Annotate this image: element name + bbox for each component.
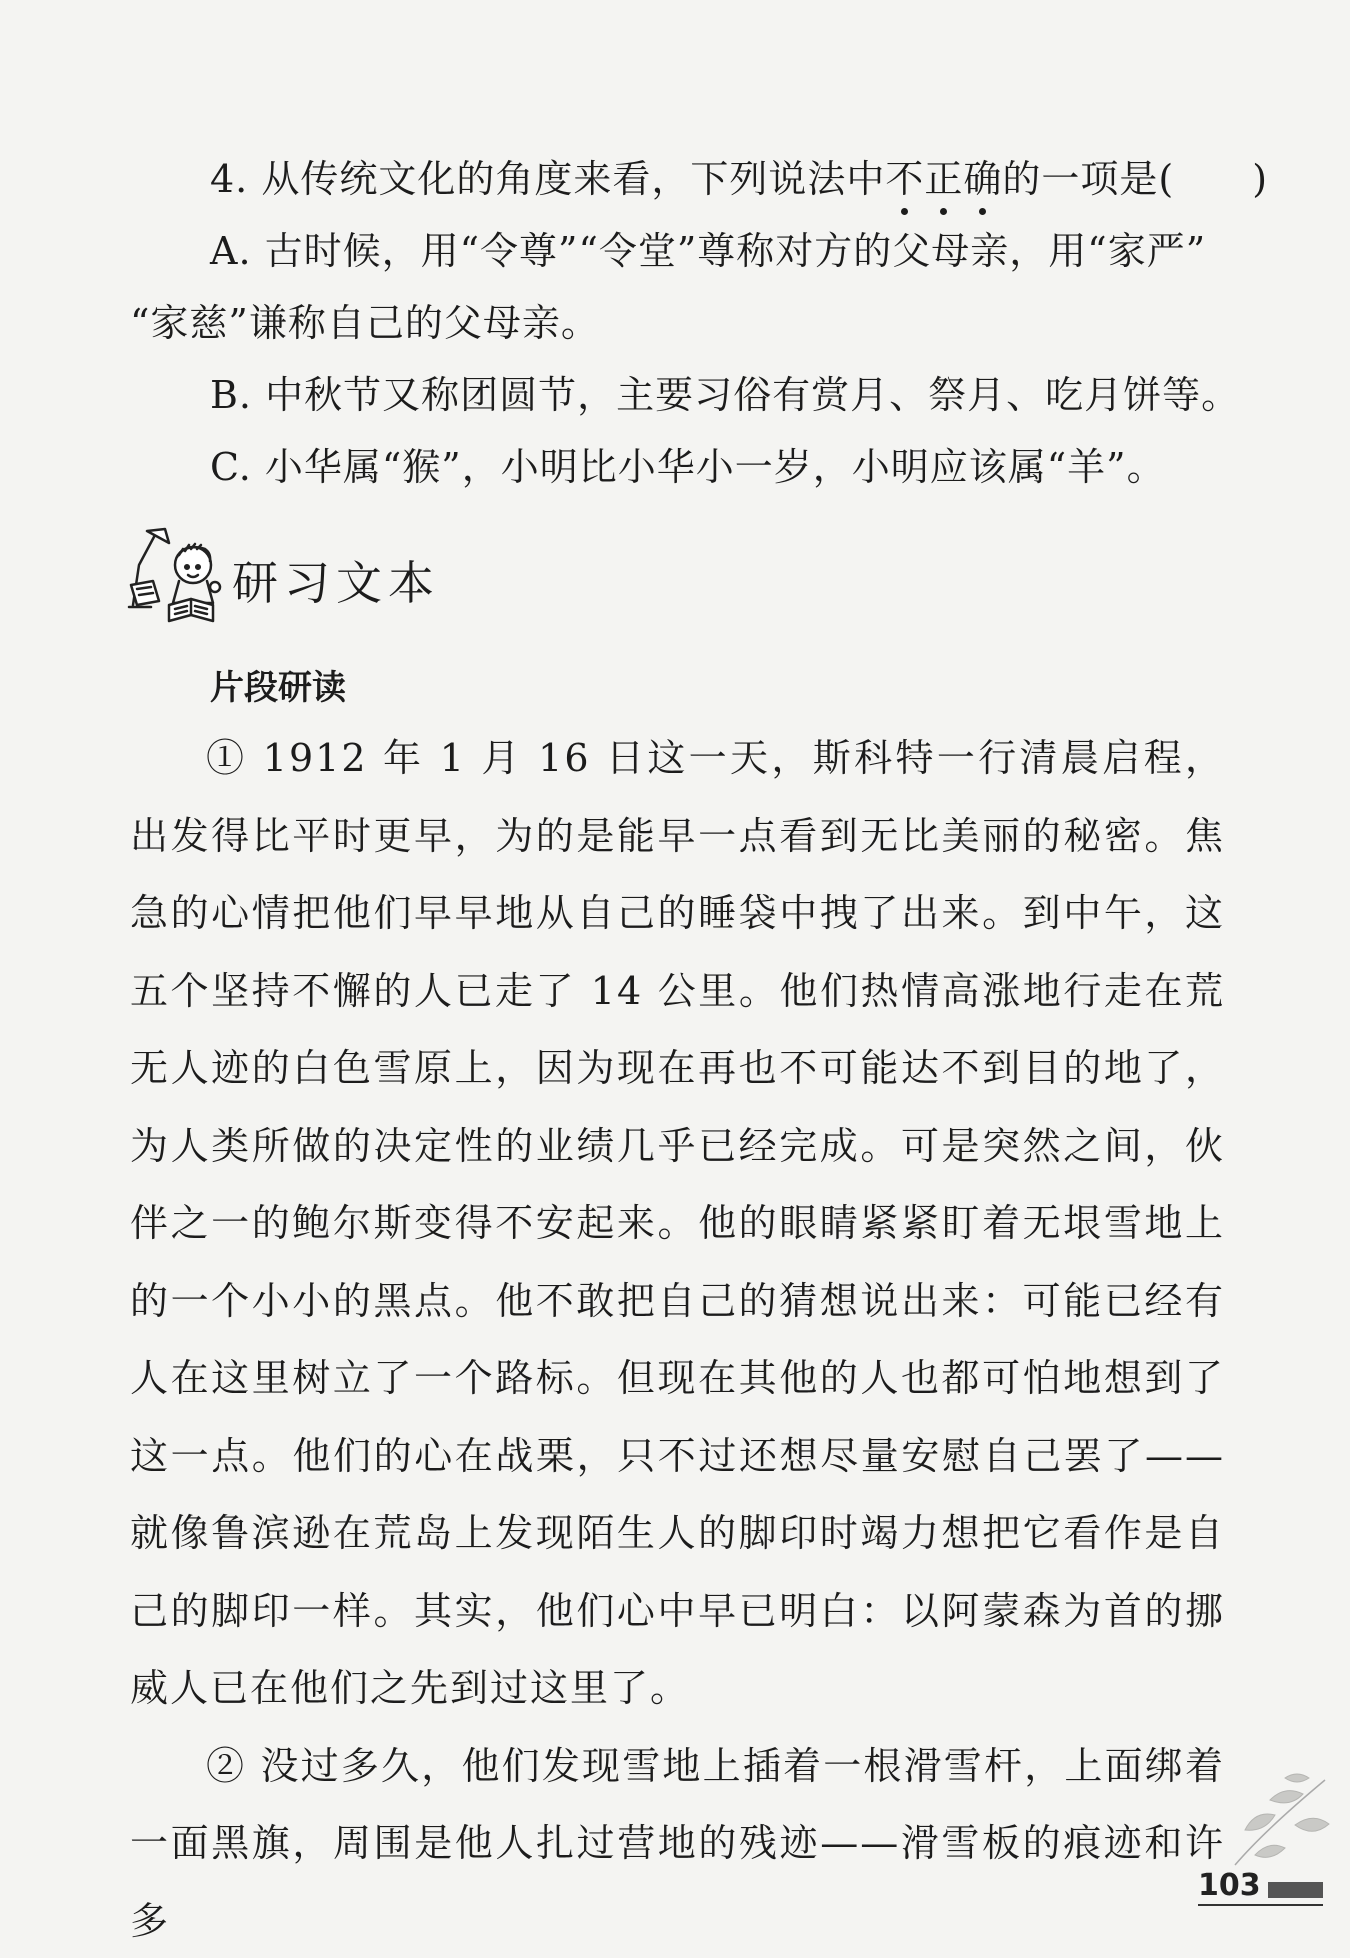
stem-text-a: 4. 从传统文化的角度来看，下列说法中 [210,157,886,201]
subsection-title: 片段研读 [210,668,346,708]
emphasis-char: 确 [963,157,1003,201]
page-number-rule [1198,1904,1323,1906]
leaf-decoration-icon [1225,1770,1335,1870]
option-a-line-1: A. 古时候，用“令尊”“令堂”尊称对方的父母亲，用“家严” [210,229,1207,273]
option-c: C. 小华属“猴”，小明比小华小一岁，小明应该属“羊”。 [210,445,1166,489]
emphasis-char: 不 [885,157,925,201]
student-reading-icon [125,525,235,625]
reading-passage [130,720,1225,1958]
option-a-line-2: “家慈”谦称自己的父母亲。 [130,301,600,345]
passage-paragraph-1: ① 1912 年 1 月 16 日这一天，斯科特一行清晨启程，出发得比平时更早，为的是能早一点看到无比美丽的秘密。焦急的心情把他们早早地从自己的睡袋中拽了出来。到中午，这五个坚持不懈的人已走了 14 公里。他们热情高涨地行走在荒无人迹的白色雪原上，因为现在再也不可能达不到目的地了，为人类所做的决定性的业绩几乎已经完成。可是突然之间，伙伴之一的鲍尔斯变得不安起来。他的眼睛紧紧盯着无垠雪地上的一个小小的黑点。他不敢把自己的猜想说出来：可能已经有人在这里树立了一个路标。但现在其他的人也都可怕地想到了这一点。他们的心在战栗，只不过还想尽量安慰自己罢了——就像鲁滨逊在荒岛上发现陌生人的脚印时竭力想把它看作是自己的脚印一样。其实，他们心中早已明白：以阿蒙森为首的挪威人已在他们之先到过这里了。 [130,736,1225,1710]
page-number-bar [1268,1882,1323,1898]
question-4-stem [210,148,1268,203]
emphasis-char: 正 [924,157,964,201]
stem-text-b: 的一项是( ) [1002,157,1269,201]
section-header [125,525,525,625]
section-title: 研习文本 [232,556,440,610]
page-number: 103 [1198,1868,1261,1903]
passage-paragraph-2: ② 没过多久，他们发现雪地上插着一根滑雪杆，上面绑着一面黑旗，周围是他人扎过营地的残迹——滑雪板的痕迹和许多 [130,1743,1225,1943]
option-b: B. 中秋节又称团圆节，主要习俗有赏月、祭月、吃月饼等。 [210,373,1241,417]
